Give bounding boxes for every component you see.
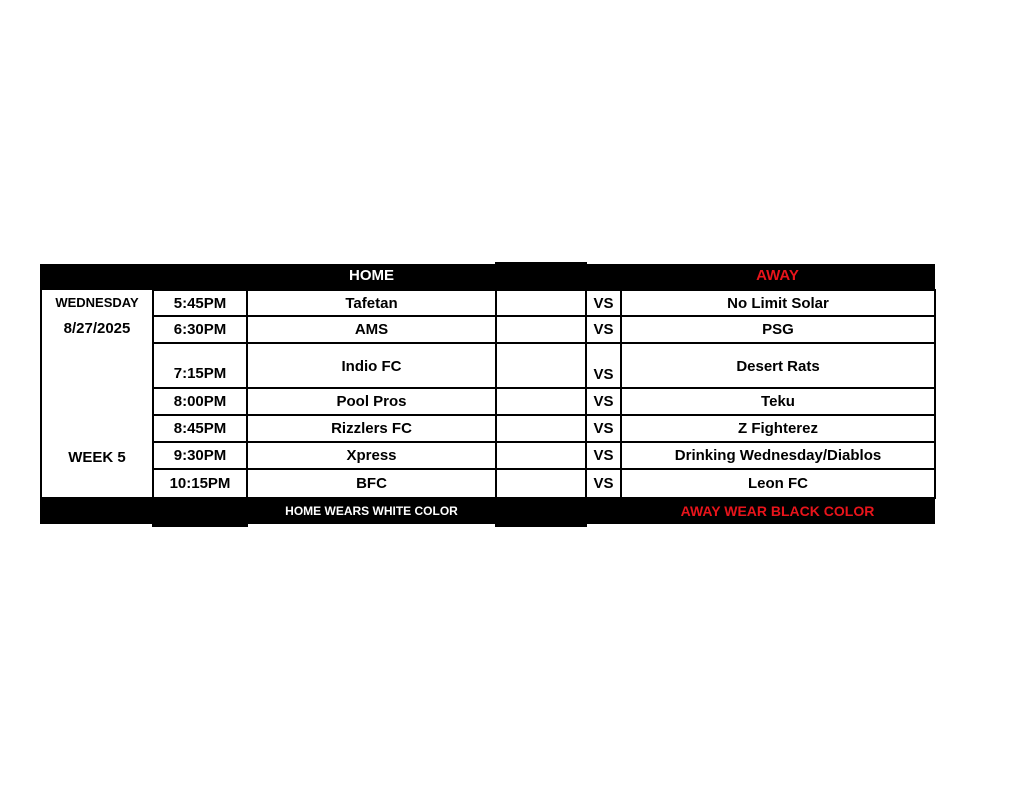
home-team-cell: Pool Pros [246,387,497,416]
header-bar-gap [495,262,587,290]
home-team-cell: BFC [246,468,497,499]
away-team-cell: Drinking Wednesday/Diablos [620,441,936,470]
day-label: WEDNESDAY [55,295,139,310]
away-team-cell: Teku [620,387,936,416]
date-label: 8/27/2025 [63,320,131,337]
vs-cell: VS [585,387,622,416]
footer-bar-gap [495,497,587,527]
time-cell: 7:15PM [152,342,248,389]
blank-cell [495,387,587,416]
away-team-cell: No Limit Solar [620,289,936,317]
home-team-cell: Rizzlers FC [246,414,497,443]
week-label: WEEK 5 [68,449,126,466]
home-team-cell: Tafetan [246,289,497,317]
blank-cell [495,468,587,499]
time-cell: 8:45PM [152,414,248,443]
vs-cell: VS [585,441,622,470]
footer-bar-home-ext [152,497,248,527]
time-cell: 5:45PM [152,289,248,317]
home-team-cell: AMS [246,315,497,344]
home-team-cell: Xpress [246,441,497,470]
home-header: HOME [349,267,394,284]
blank-cell [495,441,587,470]
vs-cell: VS [585,315,622,344]
blank-cell [495,342,587,389]
vs-cell: VS [585,414,622,443]
blank-cell [495,414,587,443]
away-team-cell: Leon FC [620,468,936,499]
time-cell: 6:30PM [152,315,248,344]
vs-cell: VS [585,289,622,317]
home-team-cell: Indio FC [246,342,497,389]
away-team-cell: Z Fighterez [620,414,936,443]
time-cell: 10:15PM [152,468,248,499]
home-wear-note: HOME WEARS WHITE COLOR [285,504,458,518]
blank-cell [495,289,587,317]
vs-cell: VS [585,342,622,389]
away-team-cell: Desert Rats [620,342,936,389]
time-cell: 8:00PM [152,387,248,416]
away-team-cell: PSG [620,315,936,344]
away-header: AWAY [756,267,799,284]
blank-cell [495,315,587,344]
vs-cell: VS [585,468,622,499]
time-cell: 9:30PM [152,441,248,470]
away-wear-note: AWAY WEAR BLACK COLOR [680,503,875,519]
